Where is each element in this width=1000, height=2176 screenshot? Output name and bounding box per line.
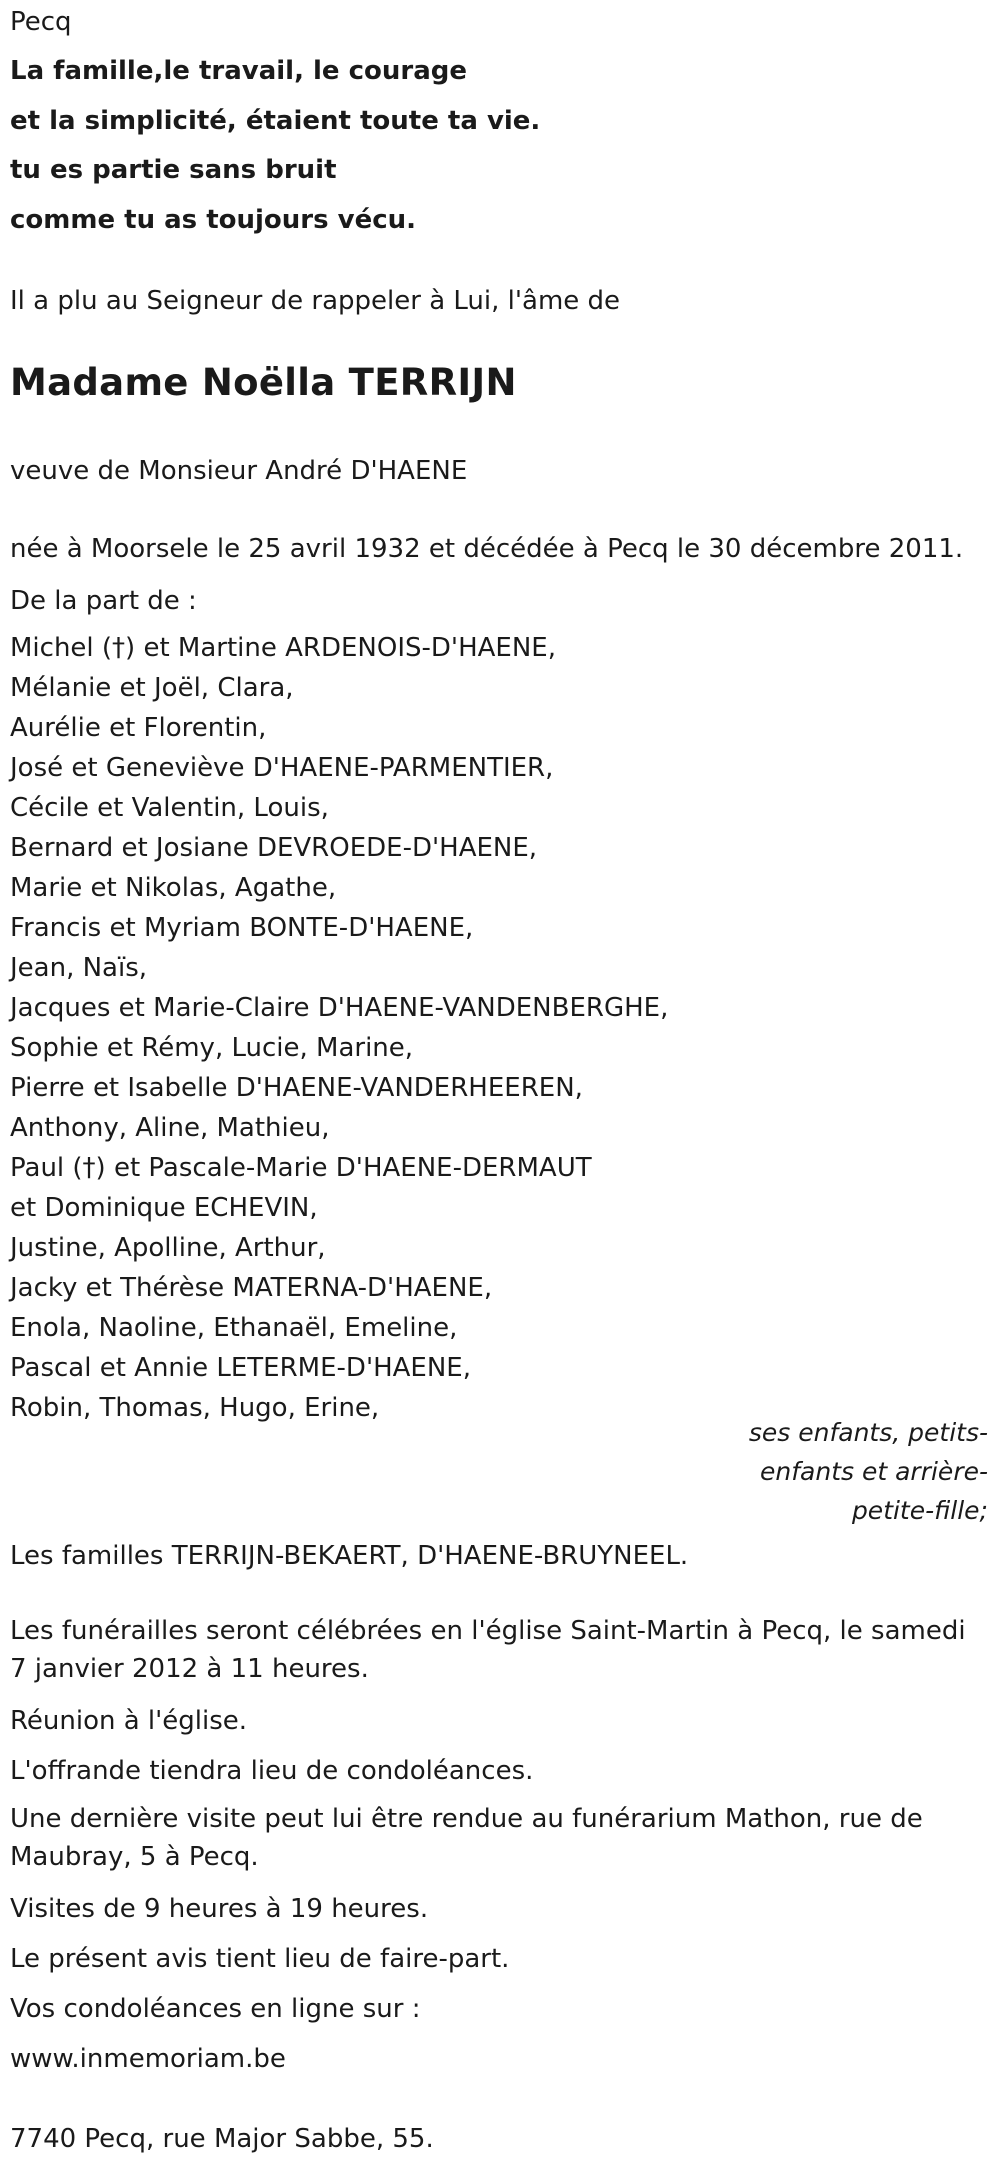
family-line: Marie et Nikolas, Agathe, bbox=[10, 873, 337, 903]
poem-line: comme tu as toujours vécu. bbox=[10, 205, 417, 235]
poem-line: tu es partie sans bruit bbox=[10, 155, 337, 185]
poem-line: La famille,le travail, le courage bbox=[10, 56, 467, 86]
condolences-label: Vos condoléances en ligne sur : bbox=[10, 1994, 421, 2024]
address-text: 7740 Pecq, rue Major Sabbe, 55. bbox=[10, 2124, 434, 2154]
relation-note-line: ses enfants, petits- bbox=[748, 1418, 988, 1447]
family-line: Jean, Naïs, bbox=[10, 953, 148, 983]
family-line: Michel (†) et Martine ARDENOIS-D'HAENE, bbox=[10, 633, 556, 663]
family-line: Cécile et Valentin, Louis, bbox=[10, 793, 329, 823]
visit-text: Une dernière visite peut lui être rendue au funérarium Mathon, rue de Maubray, 5 à Pecq. bbox=[10, 1804, 923, 1872]
family-line: Justine, Apolline, Arthur, bbox=[10, 1233, 326, 1263]
family-line: Bernard et Josiane DEVROEDE-D'HAENE, bbox=[10, 833, 538, 863]
family-line: Paul (†) et Pascale-Marie D'HAENE-DERMAUT bbox=[10, 1153, 592, 1183]
family-line: Mélanie et Joël, Clara, bbox=[10, 673, 294, 703]
meeting-text: Réunion à l'église. bbox=[10, 1706, 248, 1736]
visit-hours-text: Visites de 9 heures à 19 heures. bbox=[10, 1894, 429, 1924]
family-line: Jacques et Marie-Claire D'HAENE-VANDENBERGHE, bbox=[10, 993, 669, 1023]
family-line: Pierre et Isabelle D'HAENE-VANDERHEEREN, bbox=[10, 1073, 583, 1103]
birth-death-text: née à Moorsele le 25 avril 1932 et décédée à Pecq le 30 décembre 2011. bbox=[10, 534, 964, 564]
relation-note-line: enfants et arrière- bbox=[760, 1457, 988, 1486]
website-link[interactable]: www.inmemoriam.be bbox=[10, 2044, 286, 2074]
family-intro: De la part de : bbox=[10, 586, 197, 616]
notice-text: Le présent avis tient lieu de faire-part. bbox=[10, 1944, 510, 1974]
poem-line: et la simplicité, étaient toute ta vie. bbox=[10, 106, 541, 136]
family-line: et Dominique ECHEVIN, bbox=[10, 1193, 318, 1223]
family-line: Aurélie et Florentin, bbox=[10, 713, 267, 743]
family-line: Jacky et Thérèse MATERNA-D'HAENE, bbox=[10, 1273, 493, 1303]
families-text: Les familles TERRIJN-BEKAERT, D'HAENE-BRUYNEEL. bbox=[10, 1541, 689, 1571]
family-line: Enola, Naoline, Ethanaël, Emeline, bbox=[10, 1313, 458, 1343]
intro-text: Il a plu au Seigneur de rappeler à Lui, l'âme de bbox=[10, 286, 621, 316]
family-line: Anthony, Aline, Mathieu, bbox=[10, 1113, 330, 1143]
family-line: Francis et Myriam BONTE-D'HAENE, bbox=[10, 913, 474, 943]
funeral-text: Les funérailles seront célébrées en l'église Saint-Martin à Pecq, le samedi 7 janvier 2012 à 11 heures. bbox=[10, 1616, 966, 1684]
offering-text: L'offrande tiendra lieu de condoléances. bbox=[10, 1756, 534, 1786]
family-line: José et Geneviève D'HAENE-PARMENTIER, bbox=[10, 753, 554, 783]
spouse-text: veuve de Monsieur André D'HAENE bbox=[10, 456, 468, 486]
family-line: Pascal et Annie LETERME-D'HAENE, bbox=[10, 1353, 471, 1383]
relation-note-line: petite-fille; bbox=[851, 1496, 988, 1525]
place-header: Pecq bbox=[10, 7, 72, 37]
family-line: Sophie et Rémy, Lucie, Marine, bbox=[10, 1033, 414, 1063]
deceased-name: Madame Noëlla TERRIJN bbox=[10, 361, 517, 404]
family-line: Robin, Thomas, Hugo, Erine, bbox=[10, 1393, 380, 1423]
